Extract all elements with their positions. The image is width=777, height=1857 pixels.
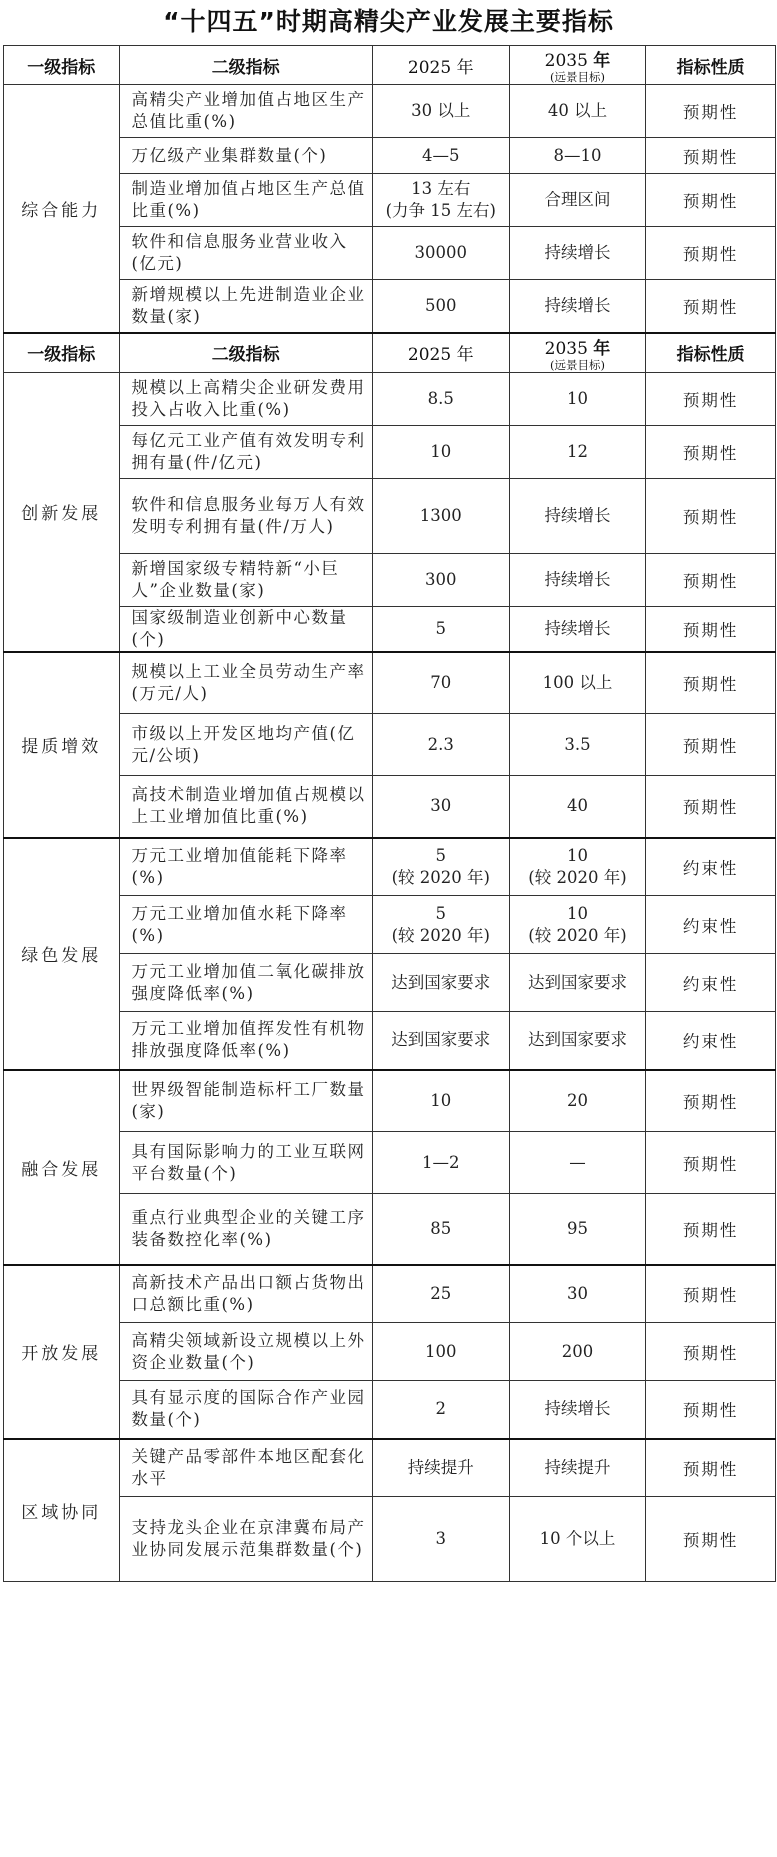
target-2035 — [509, 85, 646, 138]
header-2035-year: 2035 — [544, 51, 588, 71]
target-2025 — [372, 174, 509, 227]
target-2025 — [372, 227, 509, 280]
level1-category: 综合能力 — [4, 85, 120, 333]
table-row — [4, 606, 776, 652]
target-2025-value: 25 — [430, 1283, 452, 1303]
level1-category: 创新发展 — [4, 372, 120, 652]
header-2025: 2025 年 — [372, 333, 509, 373]
target-2035 — [509, 478, 646, 553]
indicator-nature: 预期性 — [646, 606, 776, 652]
target-2025 — [372, 372, 509, 425]
indicator-nature: 预期性 — [646, 1265, 776, 1323]
header-level1: 一级指标 — [4, 46, 120, 85]
target-2035 — [509, 838, 646, 896]
header-nature: 指标性质 — [646, 46, 776, 85]
indicator-nature: 预期性 — [646, 174, 776, 227]
table-row — [4, 776, 776, 838]
target-2025-value: 3 — [435, 1529, 446, 1548]
target-2025-note: (力争 15 左右) — [385, 201, 496, 220]
indicator-name: 新增规模以上先进制造业企业数量(家) — [119, 280, 372, 333]
target-2025-note: (较 2020 年) — [391, 925, 490, 945]
target-2035-value: 3.5 — [564, 734, 591, 754]
table-row — [4, 85, 776, 138]
indicator-nature: 约束性 — [646, 1012, 776, 1070]
indicator-nature: 预期性 — [646, 138, 776, 174]
indicator-name: 软件和信息服务业每万人有效发明专利拥有量(件/万人) — [119, 478, 372, 553]
target-2035 — [509, 1194, 646, 1265]
table-row — [4, 280, 776, 333]
header-2035-note: (远景目标) — [549, 70, 605, 84]
target-2025-value: 13 左右 — [411, 179, 471, 198]
target-2025 — [372, 1439, 509, 1497]
target-2035 — [509, 606, 646, 652]
indicator-name: 软件和信息服务业营业收入(亿元) — [119, 227, 372, 280]
table-row — [4, 1132, 776, 1194]
target-2025 — [372, 1194, 509, 1265]
level1-category: 绿色发展 — [4, 838, 120, 1070]
target-2025-value: 4—5 — [422, 145, 460, 165]
indicator-name: 高新技术产品出口额占货物出口总额比重(%) — [119, 1265, 372, 1323]
indicator-nature: 预期性 — [646, 280, 776, 333]
target-2035-value: 持续提升 — [544, 1457, 611, 1477]
indicator-nature: 预期性 — [646, 553, 776, 606]
indicator-nature: 预期性 — [646, 1132, 776, 1194]
target-2035 — [509, 954, 646, 1012]
target-2035 — [509, 1265, 646, 1323]
indicator-name: 市级以上开发区地均产值(亿元/公顷) — [119, 714, 372, 776]
indicator-name: 万元工业增加值挥发性有机物排放强度降低率(%) — [119, 1012, 372, 1070]
target-2035 — [509, 425, 646, 478]
target-2035-note: (较 2020 年) — [528, 925, 627, 945]
level1-category: 融合发展 — [4, 1070, 120, 1265]
target-2035-value: 10 — [566, 388, 588, 408]
target-2035 — [509, 280, 646, 333]
target-2025 — [372, 138, 509, 174]
header-2035 — [509, 333, 646, 373]
table-row — [4, 372, 776, 425]
indicator-nature: 预期性 — [646, 776, 776, 838]
target-2035-value: 200 — [561, 1341, 594, 1361]
target-2025-value: 70 — [430, 672, 452, 692]
target-2035-value: 持续增长 — [544, 505, 611, 525]
indicator-name: 规模以上高精尖企业研发费用投入占收入比重(%) — [119, 372, 372, 425]
indicator-nature: 预期性 — [646, 1497, 776, 1582]
target-2035-value: 10 — [566, 845, 588, 865]
target-2035-value: 持续增长 — [544, 243, 611, 262]
indicator-nature: 预期性 — [646, 425, 776, 478]
target-2025 — [372, 606, 509, 652]
indicator-name: 规模以上工业全员劳动生产率(万元/人) — [119, 652, 372, 714]
target-2025-value: 5 — [435, 618, 446, 638]
target-2035-value: 合理区间 — [544, 190, 611, 209]
indicator-name: 世界级智能制造标杆工厂数量(家) — [119, 1070, 372, 1132]
header-2035-note: (远景目标) — [549, 357, 605, 372]
indicator-nature: 约束性 — [646, 954, 776, 1012]
target-2025-value: 1—2 — [422, 1152, 460, 1172]
indicator-name: 新增国家级专精特新“小巨人”企业数量(家) — [119, 553, 372, 606]
target-2035-value: 100 以上 — [542, 672, 613, 692]
target-2025-value: 5 — [435, 903, 446, 923]
target-2035 — [509, 174, 646, 227]
indicators-table — [3, 45, 776, 1582]
table-row — [4, 1070, 776, 1132]
header-2035-suffix: 年 — [593, 51, 611, 71]
table-row — [4, 652, 776, 714]
target-2025 — [372, 478, 509, 553]
target-2025-note: (较 2020 年) — [391, 867, 490, 887]
target-2025 — [372, 714, 509, 776]
header-2035-suffix: 年 — [593, 338, 611, 359]
indicator-name: 高技术制造业增加值占规模以上工业增加值比重(%) — [119, 776, 372, 838]
table-row — [4, 1497, 776, 1582]
indicator-nature: 预期性 — [646, 714, 776, 776]
target-2035-value: 20 — [566, 1090, 588, 1110]
target-2035-value: — — [569, 1152, 586, 1172]
table-row — [4, 896, 776, 954]
target-2035 — [509, 776, 646, 838]
table-row — [4, 838, 776, 896]
target-2025-value: 500 — [425, 295, 457, 315]
indicator-nature: 预期性 — [646, 85, 776, 138]
indicator-name: 万元工业增加值二氧化碳排放强度降低率(%) — [119, 954, 372, 1012]
target-2035-value: 持续增长 — [544, 1399, 611, 1419]
target-2025-value: 2.3 — [427, 734, 454, 754]
target-2035 — [509, 372, 646, 425]
target-2025 — [372, 896, 509, 954]
indicator-name: 具有国际影响力的工业互联网平台数量(个) — [119, 1132, 372, 1194]
target-2025 — [372, 1497, 509, 1582]
indicator-name: 万元工业增加值能耗下降率(%) — [119, 838, 372, 896]
indicator-nature: 预期性 — [646, 372, 776, 425]
target-2035-value: 持续增长 — [544, 295, 611, 315]
target-2035-note: (较 2020 年) — [528, 867, 627, 887]
table-row — [4, 1194, 776, 1265]
table-row — [4, 714, 776, 776]
target-2025 — [372, 776, 509, 838]
indicator-nature: 预期性 — [646, 1194, 776, 1265]
target-2035-value: 持续增长 — [544, 618, 611, 638]
target-2035-value: 持续增长 — [544, 569, 611, 589]
table-row — [4, 478, 776, 553]
table-row — [4, 1323, 776, 1381]
indicator-nature: 预期性 — [646, 1323, 776, 1381]
table-row — [4, 1265, 776, 1323]
target-2035-value: 40 以上 — [547, 101, 608, 120]
indicator-nature: 预期性 — [646, 227, 776, 280]
page-title: “十四五”时期高精尖产业发展主要指标 — [163, 7, 614, 36]
indicator-name: 万元工业增加值水耗下降率(%) — [119, 896, 372, 954]
target-2035-value: 10 — [566, 903, 588, 923]
indicator-nature: 预期性 — [646, 1439, 776, 1497]
indicator-name: 重点行业典型企业的关键工序装备数控化率(%) — [119, 1194, 372, 1265]
target-2025-value: 10 — [430, 1090, 452, 1110]
target-2025 — [372, 1323, 509, 1381]
header-level2: 二级指标 — [119, 333, 372, 373]
target-2035-value: 10 个以上 — [539, 1529, 616, 1548]
table-row — [4, 1439, 776, 1497]
target-2025 — [372, 954, 509, 1012]
indicator-name: 国家级制造业创新中心数量(个) — [119, 606, 372, 652]
target-2025-value: 5 — [435, 845, 446, 865]
target-2025 — [372, 1132, 509, 1194]
table-row — [4, 1012, 776, 1070]
target-2035-value: 达到国家要求 — [527, 1030, 627, 1050]
target-2025 — [372, 280, 509, 333]
table-row — [4, 553, 776, 606]
header-2035-line — [545, 339, 611, 359]
level1-category: 区域协同 — [4, 1439, 120, 1582]
target-2025-value: 30 — [430, 796, 452, 816]
target-2025-value: 达到国家要求 — [391, 1030, 491, 1050]
indicator-name: 关键产品零部件本地区配套化水平 — [119, 1439, 372, 1497]
target-2025-value: 100 — [425, 1341, 457, 1361]
target-2035-value: 95 — [566, 1218, 588, 1238]
target-2025 — [372, 1381, 509, 1439]
table-row — [4, 1381, 776, 1439]
level1-category: 开放发展 — [4, 1265, 120, 1439]
target-2035-value: 12 — [566, 441, 588, 461]
target-2035 — [509, 1381, 646, 1439]
header-2025: 2025 年 — [372, 46, 509, 85]
target-2025 — [372, 425, 509, 478]
target-2025-value: 1300 — [419, 505, 462, 525]
target-2035 — [509, 553, 646, 606]
header-nature: 指标性质 — [646, 333, 776, 373]
target-2025 — [372, 85, 509, 138]
target-2025-value: 30000 — [414, 243, 467, 262]
table-row — [4, 954, 776, 1012]
target-2035-value: 40 — [566, 796, 588, 816]
header-2035-year: 2035 — [544, 338, 588, 359]
target-2035 — [509, 227, 646, 280]
target-2025-value: 85 — [430, 1218, 452, 1238]
target-2025-value: 300 — [425, 569, 457, 589]
table-row — [4, 174, 776, 227]
target-2025-value: 2 — [435, 1399, 446, 1419]
target-2025 — [372, 1265, 509, 1323]
indicator-nature: 预期性 — [646, 478, 776, 553]
header-2035 — [509, 46, 646, 85]
header-row — [4, 333, 776, 373]
target-2025-value: 10 — [430, 441, 452, 461]
target-2025 — [372, 652, 509, 714]
indicator-nature: 预期性 — [646, 652, 776, 714]
table-row — [4, 227, 776, 280]
indicator-nature: 约束性 — [646, 896, 776, 954]
target-2025 — [372, 553, 509, 606]
target-2035 — [509, 1070, 646, 1132]
indicator-nature: 预期性 — [646, 1070, 776, 1132]
indicator-nature: 约束性 — [646, 838, 776, 896]
indicator-nature: 预期性 — [646, 1381, 776, 1439]
target-2035 — [509, 714, 646, 776]
target-2025 — [372, 1070, 509, 1132]
target-2025-value: 8.5 — [427, 388, 454, 408]
target-2025-value: 持续提升 — [407, 1457, 474, 1477]
indicator-name: 制造业增加值占地区生产总值比重(%) — [119, 174, 372, 227]
target-2035 — [509, 1323, 646, 1381]
target-2035 — [509, 1439, 646, 1497]
table-row — [4, 425, 776, 478]
target-2035-value: 8—10 — [553, 145, 602, 165]
indicator-name: 高精尖产业增加值占地区生产总值比重(%) — [119, 85, 372, 138]
target-2035 — [509, 896, 646, 954]
indicator-name: 高精尖领域新设立规模以上外资企业数量(个) — [119, 1323, 372, 1381]
indicator-name: 每亿元工业产值有效发明专利拥有量(件/亿元) — [119, 425, 372, 478]
target-2025-value: 达到国家要求 — [391, 972, 491, 992]
header-2035-line — [545, 51, 611, 71]
target-2035-value: 达到国家要求 — [527, 972, 627, 992]
header-level2: 二级指标 — [119, 46, 372, 85]
indicator-name: 万亿级产业集群数量(个) — [119, 138, 372, 174]
target-2035 — [509, 138, 646, 174]
indicator-name: 具有显示度的国际合作产业园数量(个) — [119, 1381, 372, 1439]
target-2025-value: 30 以上 — [411, 101, 471, 120]
target-2035 — [509, 1132, 646, 1194]
target-2035 — [509, 1497, 646, 1582]
target-2025 — [372, 838, 509, 896]
target-2035 — [509, 1012, 646, 1070]
header-row — [4, 46, 776, 85]
target-2025 — [372, 1012, 509, 1070]
indicator-name: 支持龙头企业在京津冀布局产业协同发展示范集群数量(个) — [119, 1497, 372, 1582]
table-row — [4, 138, 776, 174]
level1-category: 提质增效 — [4, 652, 120, 838]
header-level1: 一级指标 — [4, 333, 120, 373]
target-2035-value: 30 — [566, 1283, 588, 1303]
target-2035 — [509, 652, 646, 714]
